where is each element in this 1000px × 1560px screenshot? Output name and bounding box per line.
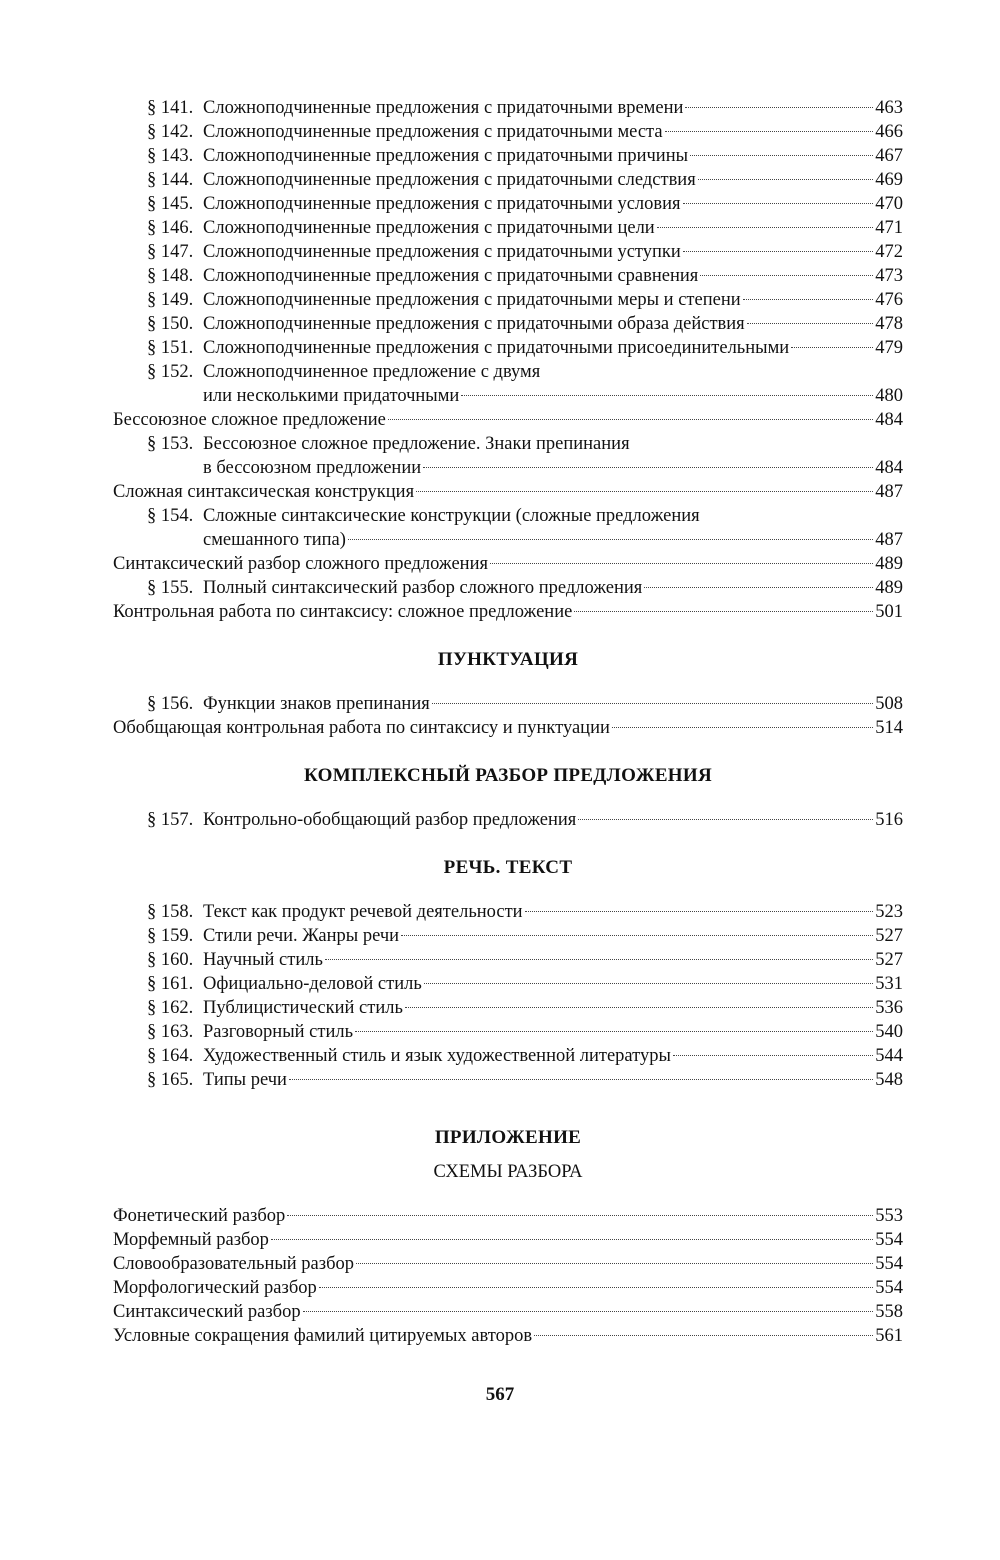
dot-leader	[743, 299, 874, 300]
toc-entry	[113, 336, 903, 360]
dot-leader	[287, 1215, 873, 1216]
dot-leader	[432, 703, 874, 704]
dot-leader	[791, 347, 873, 348]
dot-leader	[534, 1335, 873, 1336]
dot-leader	[683, 251, 873, 252]
dot-leader	[490, 563, 873, 564]
toc-entry	[113, 408, 903, 432]
section-number: § 142.	[147, 122, 194, 142]
section-number: § 161.	[147, 974, 194, 994]
page-ref: 516	[875, 810, 903, 830]
toc-entry	[113, 264, 903, 288]
toc-entry	[113, 692, 903, 716]
dot-leader	[685, 107, 873, 108]
entry-title: Бессоюзное сложное предложение	[113, 410, 386, 430]
dot-leader	[461, 395, 873, 396]
toc-entry	[113, 924, 903, 948]
section-number: § 160.	[147, 950, 194, 970]
entry-title: Сложноподчиненные предложения с придаточными места	[203, 122, 663, 142]
page-ref: 561	[875, 1326, 903, 1346]
page-ref: 487	[875, 530, 903, 550]
section-number: § 146.	[147, 218, 194, 238]
entry-title: Официально-деловой стиль	[203, 974, 422, 994]
toc-entry	[113, 1276, 903, 1300]
toc-entry	[113, 192, 903, 216]
section-number: § 162.	[147, 998, 194, 1018]
toc-entry	[113, 1044, 903, 1068]
section-number: § 155.	[147, 578, 194, 598]
toc-entry	[113, 716, 903, 740]
subheading-analysis-schemes: СХЕМЫ РАЗБОРА	[433, 1162, 583, 1182]
entry-title: Сложноподчиненное предложение с двумя	[203, 362, 541, 382]
toc-entry	[113, 504, 903, 528]
entry-title: Словообразовательный разбор	[113, 1254, 354, 1274]
entry-title: Контрольно-обобщающий разбор предложения	[203, 810, 577, 830]
page-ref: 548	[875, 1070, 903, 1090]
page-ref: 484	[875, 410, 903, 430]
page-ref: 554	[875, 1254, 903, 1274]
dot-leader	[319, 1287, 874, 1288]
dot-leader	[325, 959, 873, 960]
toc-entry	[113, 900, 903, 924]
dot-leader	[612, 727, 873, 728]
dot-leader	[700, 275, 873, 276]
toc-entry	[113, 1204, 903, 1228]
dot-leader	[348, 539, 873, 540]
page-ref: 527	[875, 950, 903, 970]
dot-leader	[578, 819, 873, 820]
section-number: § 158.	[147, 902, 194, 922]
page-ref: 536	[875, 998, 903, 1018]
toc-entry-continuation	[113, 384, 903, 408]
toc-entry	[113, 808, 903, 832]
entry-title-cont: смешанного типа)	[203, 530, 346, 550]
dot-leader	[574, 611, 873, 612]
dot-leader	[388, 419, 873, 420]
dot-leader	[690, 155, 873, 156]
dot-leader	[289, 1079, 873, 1080]
dot-leader	[665, 131, 874, 132]
dot-leader	[303, 1311, 874, 1312]
dot-leader	[356, 1263, 873, 1264]
dot-leader	[405, 1007, 873, 1008]
section-number: § 165.	[147, 1070, 194, 1090]
entry-title: Функции знаков препинания	[203, 694, 430, 714]
toc-entry	[113, 1020, 903, 1044]
toc-section-speech-text	[113, 900, 903, 1092]
entry-title: Условные сокращения фамилий цитируемых авторов	[113, 1326, 533, 1346]
section-number: § 147.	[147, 242, 194, 262]
page-ref: 472	[875, 242, 903, 262]
entry-title-cont: в бессоюзном предложении	[203, 458, 422, 478]
entry-title: Сложноподчиненные предложения с придаточными цели	[203, 218, 655, 238]
heading-punctuation: ПУНКТУАЦИЯ	[437, 649, 579, 670]
entry-title: Морфемный разбор	[113, 1230, 269, 1250]
section-number: § 148.	[147, 266, 194, 286]
section-number: § 154.	[147, 506, 194, 526]
section-number: § 145.	[147, 194, 194, 214]
page-ref: 463	[875, 98, 903, 118]
toc-entry	[113, 1324, 903, 1348]
page-ref: 553	[875, 1206, 903, 1226]
dot-leader	[683, 203, 874, 204]
page-ref: 508	[875, 694, 903, 714]
dot-leader	[673, 1055, 873, 1056]
dot-leader	[271, 1239, 873, 1240]
entry-title: Сложноподчиненные предложения с придаточными уступки	[203, 242, 681, 262]
entry-title: Художественный стиль и язык художественной литературы	[203, 1046, 671, 1066]
entry-title: Морфологический разбор	[113, 1278, 317, 1298]
toc-entry	[113, 972, 903, 996]
section-number: § 150.	[147, 314, 194, 334]
page-ref: 487	[875, 482, 903, 502]
entry-title: Полный синтаксический разбор сложного предложения	[203, 578, 643, 598]
toc-entry	[113, 1252, 903, 1276]
entry-title: Фонетический разбор	[113, 1206, 286, 1226]
toc-entry	[113, 120, 903, 144]
section-number: § 164.	[147, 1046, 194, 1066]
toc-entry	[113, 96, 903, 120]
section-number: § 151.	[147, 338, 194, 358]
entry-title: Сложноподчиненные предложения с придаточными сравнения	[203, 266, 699, 286]
entry-title: Научный стиль	[203, 950, 323, 970]
toc-entry	[113, 480, 903, 504]
section-number: § 152.	[147, 362, 194, 382]
dot-leader	[525, 911, 874, 912]
section-number: § 159.	[147, 926, 194, 946]
toc-entry	[113, 948, 903, 972]
entry-title: Сложноподчиненные предложения с придаточными условия	[203, 194, 681, 214]
page-ref: 471	[875, 218, 903, 238]
entry-title: Сложные синтаксические конструкции (сложные предложения	[203, 506, 700, 526]
entry-title: Обобщающая контрольная работа по синтаксису и пунктуации	[113, 718, 610, 738]
page-ref: 489	[875, 554, 903, 574]
dot-leader	[416, 491, 873, 492]
dot-leader	[355, 1031, 873, 1032]
entry-title: Разговорный стиль	[203, 1022, 354, 1042]
toc-entry	[113, 312, 903, 336]
toc-section-complex-analysis	[113, 808, 903, 832]
dot-leader	[657, 227, 874, 228]
dot-leader	[698, 179, 874, 180]
toc-entry	[113, 360, 903, 384]
heading-complex-analysis: КОМПЛЕКСНЫЙ РАЗБОР ПРЕДЛОЖЕНИЯ	[304, 765, 712, 786]
toc-entry	[113, 1068, 903, 1092]
toc-entry-continuation	[113, 528, 903, 552]
table-of-contents	[113, 96, 903, 1348]
section-number: § 141.	[147, 98, 194, 118]
entry-title: Сложноподчиненные предложения с придаточными следствия	[203, 170, 696, 190]
entry-title: Сложноподчиненные предложения с придаточными присоединительными	[203, 338, 790, 358]
page-ref: 466	[875, 122, 903, 142]
page-ref: 489	[875, 578, 903, 598]
toc-entry	[113, 600, 903, 624]
section-number: § 163.	[147, 1022, 194, 1042]
page-ref: 523	[875, 902, 903, 922]
section-number: § 149.	[147, 290, 194, 310]
page-ref: 514	[875, 718, 903, 738]
toc-section-syntax	[113, 96, 903, 624]
entry-title: Публицистический стиль	[203, 998, 403, 1018]
entry-title: Сложноподчиненные предложения с придаточными причины	[203, 146, 689, 166]
toc-entry	[113, 1228, 903, 1252]
page-number: 567	[485, 1384, 515, 1405]
toc-section-punctuation	[113, 692, 903, 740]
toc-entry	[113, 552, 903, 576]
entry-title: Синтаксический разбор сложного предложения	[113, 554, 488, 574]
page-ref: 478	[875, 314, 903, 334]
page-ref: 554	[875, 1278, 903, 1298]
dot-leader	[747, 323, 874, 324]
toc-entry	[113, 996, 903, 1020]
page-ref: 470	[875, 194, 903, 214]
toc-entry-continuation	[113, 456, 903, 480]
section-number: § 156.	[147, 694, 194, 714]
toc-entry	[113, 168, 903, 192]
toc-entry	[113, 240, 903, 264]
toc-entry	[113, 216, 903, 240]
heading-appendix: ПРИЛОЖЕНИЕ	[434, 1127, 582, 1148]
page-ref: 473	[875, 266, 903, 286]
section-number: § 157.	[147, 810, 194, 830]
toc-entry	[113, 576, 903, 600]
page-ref: 554	[875, 1230, 903, 1250]
page-ref: 476	[875, 290, 903, 310]
page-ref: 527	[875, 926, 903, 946]
page-ref: 544	[875, 1046, 903, 1066]
page-ref: 531	[875, 974, 903, 994]
entry-title-cont: или несколькими придаточными	[203, 386, 460, 406]
entry-title: Бессоюзное сложное предложение. Знаки препинания	[203, 434, 630, 454]
page-ref: 480	[875, 386, 903, 406]
toc-entry	[113, 432, 903, 456]
dot-leader	[424, 983, 873, 984]
page-ref: 469	[875, 170, 903, 190]
page-ref: 467	[875, 146, 903, 166]
dot-leader	[644, 587, 873, 588]
dot-leader	[401, 935, 873, 936]
heading-speech-text: РЕЧЬ. ТЕКСТ	[443, 857, 573, 878]
entry-title: Сложноподчиненные предложения с придаточными образа действия	[203, 314, 745, 334]
dot-leader	[423, 467, 873, 468]
toc-entry	[113, 144, 903, 168]
toc-entry	[113, 288, 903, 312]
entry-title: Сложная синтаксическая конструкция	[113, 482, 415, 502]
page-ref: 479	[875, 338, 903, 358]
section-number: § 143.	[147, 146, 194, 166]
page-ref: 484	[875, 458, 903, 478]
section-number: § 144.	[147, 170, 194, 190]
page-ref: 501	[875, 602, 903, 622]
page-ref: 540	[875, 1022, 903, 1042]
entry-title: Стили речи. Жанры речи	[203, 926, 400, 946]
entry-title: Контрольная работа по синтаксису: сложное предложение	[113, 602, 573, 622]
entry-title: Текст как продукт речевой деятельности	[203, 902, 523, 922]
section-number: § 153.	[147, 434, 194, 454]
entry-title: Сложноподчиненные предложения с придаточными меры и степени	[203, 290, 741, 310]
toc-entry	[113, 1300, 903, 1324]
entry-title: Сложноподчиненные предложения с придаточными времени	[203, 98, 684, 118]
page-ref: 558	[875, 1302, 903, 1322]
entry-title: Синтаксический разбор	[113, 1302, 301, 1322]
entry-title: Типы речи	[203, 1070, 287, 1090]
toc-section-appendix	[113, 1204, 903, 1348]
